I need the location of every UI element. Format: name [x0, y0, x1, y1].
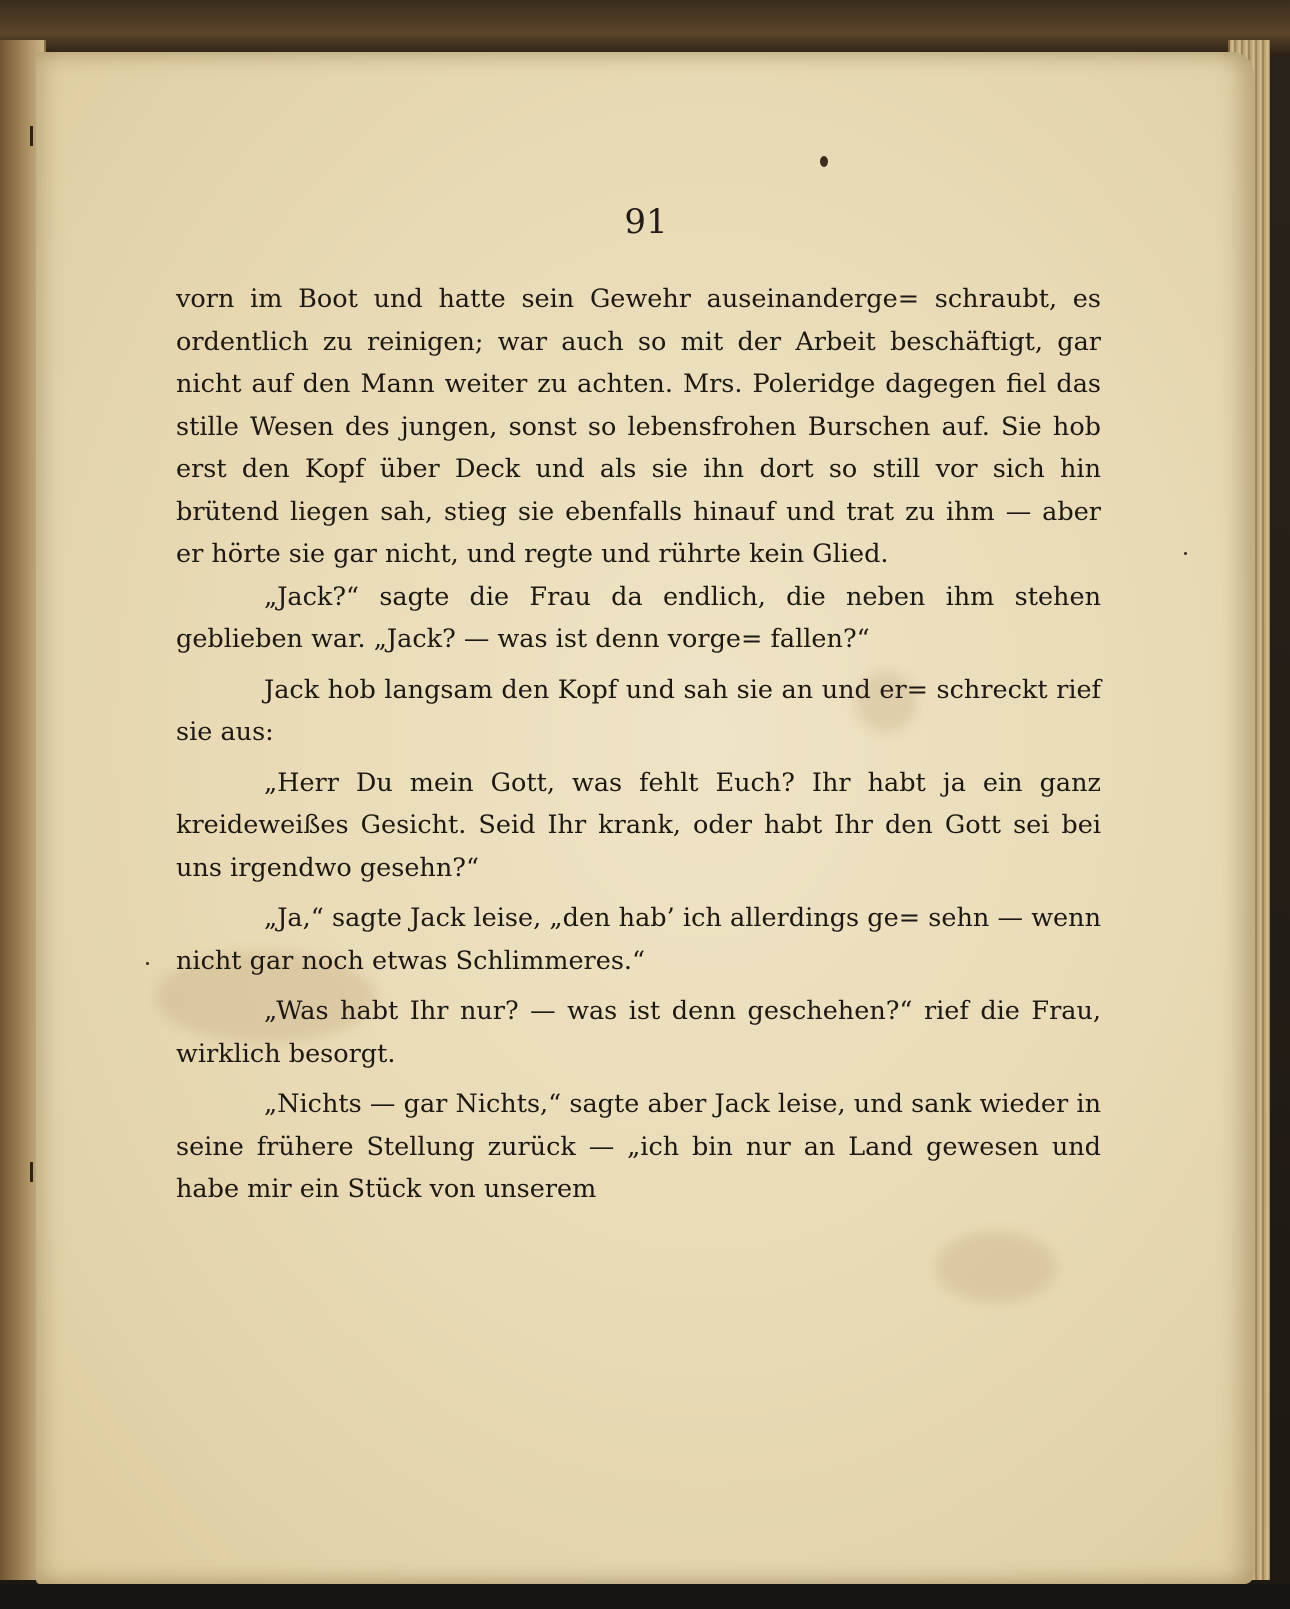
- table-surface: [0, 1584, 1290, 1609]
- paragraph: Jack hob langsam den Kopf und sah sie an und er= schreckt rief sie aus:: [176, 674, 1101, 747]
- body-text: [176, 278, 1101, 1211]
- paragraph: „Was habt Ihr nur? — was ist denn geschehen?“ rief die Frau, wirklich besorgt.: [176, 996, 1101, 1069]
- paragraph: „Jack?“ sagte die Frau da endlich, die neben ihm stehen geblieben war. „Jack? — was ist denn vorge= fallen?“: [176, 581, 1101, 654]
- paragraph: „Nichts — gar Nichts,“ sagte aber Jack leise, und sank wieder in seine frühere Stellung zurück — „ich bin nur an Land gewesen und habe mir ein Stück von unserem: [176, 1089, 1101, 1204]
- ink-speck: [820, 156, 828, 167]
- paragraph: „Herr Du mein Gott, was fehlt Euch? Ihr habt ja ein ganz kreideweißes Gesicht. Seid Ihr krank, oder habt Ihr den Gott sei bei uns irgendwo gesehn?“: [176, 767, 1101, 883]
- paragraph: vorn im Boot und hatte sein Gewehr auseinanderge= schraubt, es ordentlich zu reinigen; war auch so mit der Arbeit beschäftigt, gar nicht auf den Mann weiter zu achten. Mrs. Poleridge dagegen fiel das stille Wesen des jungen, sonst so lebensfrohen Burschen auf. Sie hob erst den Kopf über Deck und als sie ihn dort so still vor sich hin brütend liegen sah, stieg sie ebenfalls hinauf und trat zu ihm — aber er hörte sie gar nicht, und regte und rührte kein Glied.: [176, 284, 1101, 569]
- book-page: [36, 52, 1254, 1584]
- ink-dot: [1184, 552, 1187, 555]
- paper-stain: [936, 1232, 1056, 1302]
- book-cover-top: [0, 0, 1290, 56]
- ink-dot: [146, 962, 149, 965]
- margin-mark: [30, 1162, 33, 1182]
- margin-mark: [30, 126, 33, 146]
- paragraph: „Ja,“ sagte Jack leise, „den hab’ ich allerdings ge= sehn — wenn nicht gar noch etwas Schlimmeres.“: [176, 903, 1101, 976]
- page-number: 91: [624, 202, 668, 242]
